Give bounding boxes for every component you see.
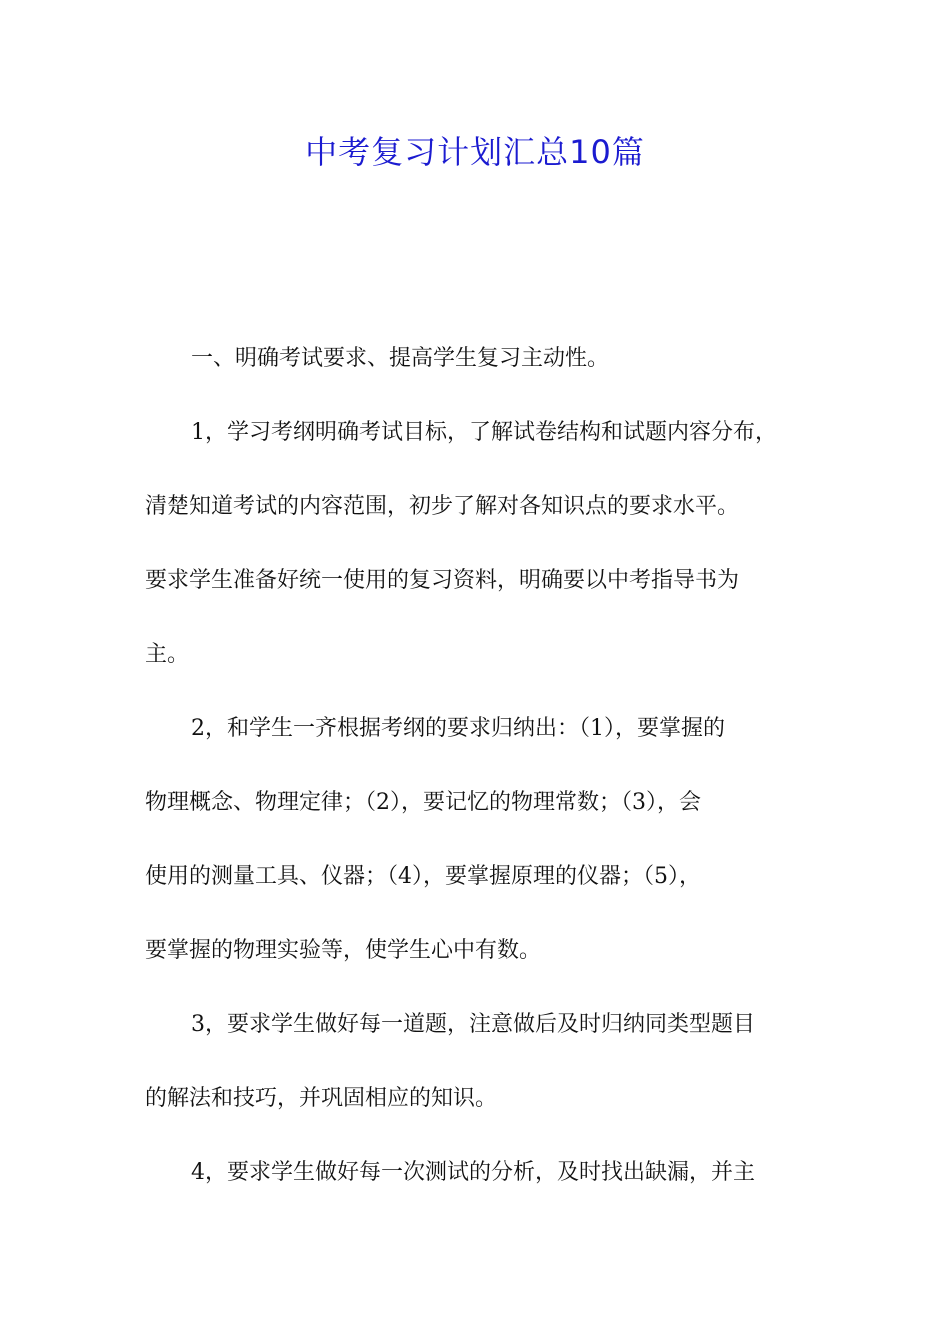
paragraph-line: 使用的测量工具、仪器；（4），要掌握原理的仪器；（5）， <box>145 864 701 889</box>
paragraph-line: 2，和学生一齐根据考纲的要求归纳出：（1），要掌握的 <box>191 716 725 741</box>
paragraph-line: 3，要求学生做好每一道题，注意做后及时归纳同类型题目 <box>191 1012 755 1037</box>
paragraph-line: 1，学习考纲明确考试目标，了解试卷结构和试题内容分布， <box>191 420 777 445</box>
paragraph-line: 清楚知道考试的内容范围，初步了解对各知识点的要求水平。 <box>145 494 740 519</box>
paragraph-line: 的解法和技巧，并巩固相应的知识。 <box>145 1086 498 1111</box>
document-body <box>145 333 810 1221</box>
paragraph-line: 一、明确考试要求、提高学生复习主动性。 <box>191 346 610 371</box>
paragraph-line: 要掌握的物理实验等，使学生心中有数。 <box>145 938 542 963</box>
paragraph-line: 4，要求学生做好每一次测试的分析，及时找出缺漏，并主 <box>191 1160 755 1185</box>
paragraph-line: 主。 <box>145 642 190 667</box>
paragraph-line: 要求学生准备好统一使用的复习资料，明确要以中考指导书为 <box>145 568 740 593</box>
paragraph-line: 物理概念、物理定律；（2），要记忆的物理常数；（3），会 <box>145 790 701 815</box>
document-title: 中考复习计划汇总10篇 <box>305 133 645 171</box>
